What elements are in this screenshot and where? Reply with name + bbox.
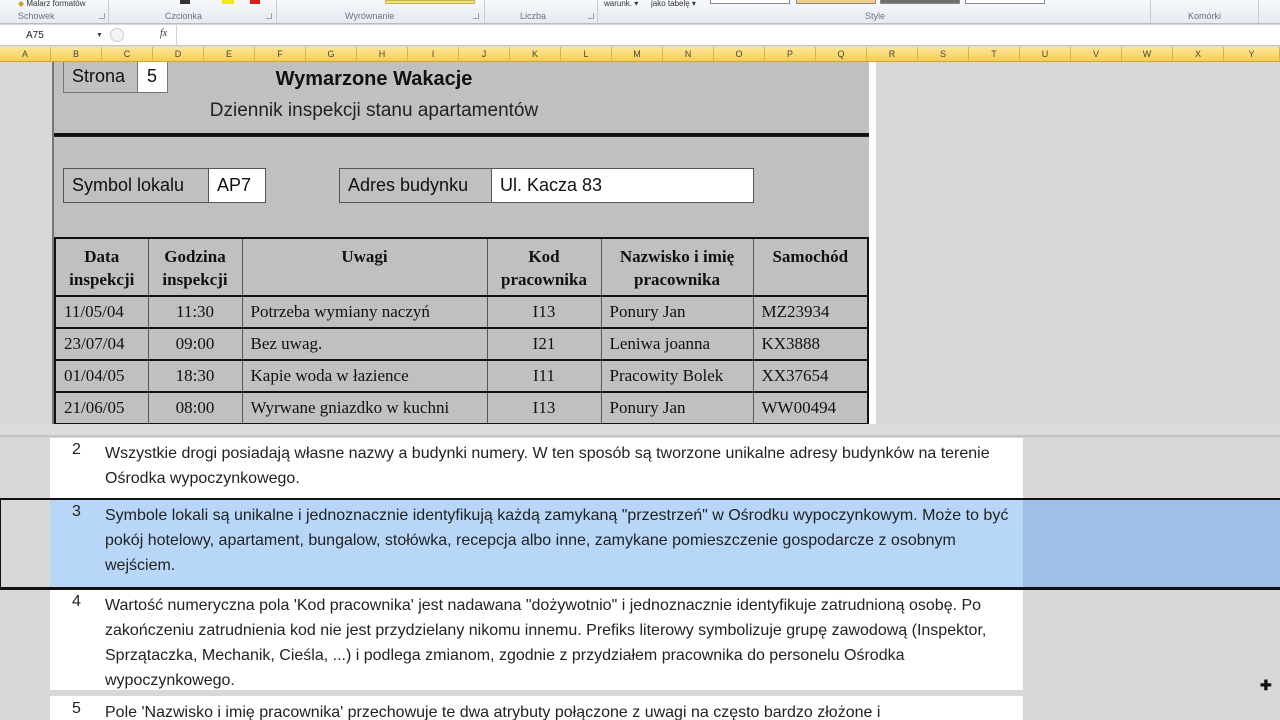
merge-center-button[interactable] xyxy=(385,0,475,4)
note-row-3-selected[interactable] xyxy=(50,500,1023,587)
group-label-number: Liczba xyxy=(520,11,547,21)
col-date: Data inspekcji xyxy=(55,238,148,296)
column-header-n[interactable]: N xyxy=(663,47,714,62)
style-check-cell[interactable] xyxy=(965,0,1045,4)
column-header-x[interactable]: X xyxy=(1173,47,1224,62)
column-header-u[interactable]: U xyxy=(1020,47,1071,62)
group-divider xyxy=(484,0,485,23)
group-label-font: Czcionka xyxy=(165,11,203,21)
style-calculation[interactable] xyxy=(880,0,960,4)
column-header-g[interactable]: G xyxy=(306,47,357,62)
conditional-format-button[interactable]: warunk. ▾ xyxy=(604,0,639,8)
column-header-l[interactable]: L xyxy=(561,47,612,62)
cell-time: 08:00 xyxy=(148,392,242,424)
group-label-clipboard: Schowek xyxy=(18,11,55,21)
table-row xyxy=(55,392,868,424)
cancel-formula-icon[interactable] xyxy=(110,28,124,42)
brush-icon: ◆ xyxy=(18,0,25,8)
cell-time: 18:30 xyxy=(148,360,242,392)
cell-notes: Potrzeba wymiany naczyń xyxy=(242,296,487,328)
page-label: Strona xyxy=(64,62,138,92)
cell-name: Pracowity Bolek xyxy=(601,360,753,392)
column-header-p[interactable]: P xyxy=(765,47,816,62)
table-row xyxy=(55,360,868,392)
inspection-table xyxy=(54,237,869,425)
selection-extension xyxy=(1023,500,1280,587)
page-box xyxy=(63,62,168,93)
address-field xyxy=(339,168,754,203)
column-header-q[interactable]: Q xyxy=(816,47,867,62)
column-header-m[interactable]: M xyxy=(612,47,663,62)
column-header-d[interactable]: D xyxy=(153,47,204,62)
note-number: 3 xyxy=(72,503,81,520)
name-box[interactable]: A75 xyxy=(26,30,44,41)
cell-date: 23/07/04 xyxy=(55,328,148,360)
selection-border xyxy=(0,498,1280,500)
column-header-j[interactable]: J xyxy=(459,47,510,62)
column-header-v[interactable]: V xyxy=(1071,47,1122,62)
col-employee-code: Kod pracownika xyxy=(487,238,601,296)
column-a-area xyxy=(0,438,50,720)
fill-color-icon[interactable] xyxy=(222,0,234,4)
column-header-e[interactable]: E xyxy=(204,47,255,62)
col-notes: Uwagi xyxy=(242,238,487,296)
note-text: Wartość numeryczna pola 'Kod pracownika' jest nadawana "dożywotnio" i jednoznacznie identyfikuje zatrudnioną osobę. Po zakończeniu zatrudnienia kod nie jest przydzielany nikomu innemu. Prefiks literowy symbolizuje grupę zawodową (Inspektor, Sprzątaczka, Mechanik, Cieśla, ...) i podlega zmianom, zgodnie z przydziałem pracownika do personelu Ośrodka wypoczynkowego. xyxy=(105,597,987,689)
alignment-launcher-icon[interactable] xyxy=(473,13,479,19)
column-header-y[interactable]: Y xyxy=(1224,47,1280,62)
page-value: 5 xyxy=(138,62,167,92)
formula-input[interactable] xyxy=(176,25,1280,45)
address-label: Adres budynku xyxy=(340,169,492,202)
cell-car: XX37654 xyxy=(753,360,868,392)
cell-name: Leniwa joanna xyxy=(601,328,753,360)
format-painter-button[interactable]: ◆ Malarz formatów xyxy=(18,0,86,8)
format-as-table-button[interactable]: jako tabelę ▾ xyxy=(651,0,696,8)
insert-function-icon[interactable]: fx xyxy=(160,28,168,39)
col-employee-name: Nazwisko i imię pracownika xyxy=(601,238,753,296)
table-row xyxy=(55,296,868,328)
font-color-icon[interactable] xyxy=(250,0,260,4)
cell-notes: Bez uwag. xyxy=(242,328,487,360)
note-text: Symbole lokali są unikalne i jednoznacznie identyfikują każdą zamykaną "przestrzeń" w Ośrodku wypoczynkowym. Może to być pokój hotelowy, apartament, bungalow, stołówka, recepcja albo inne, zamykane pomieszczenie gospodarcze z osobnym wejściem. xyxy=(105,507,1009,574)
col-time: Godzina inspekcji xyxy=(148,238,242,296)
inspection-form-image[interactable] xyxy=(52,62,869,424)
symbol-value: AP7 xyxy=(209,169,265,202)
col-car: Samochód xyxy=(753,238,868,296)
column-header-r[interactable]: R xyxy=(867,47,918,62)
group-divider xyxy=(1150,0,1151,23)
cell-code: I13 xyxy=(487,296,601,328)
column-header-w[interactable]: W xyxy=(1122,47,1173,62)
cell-name: Ponury Jan xyxy=(601,392,753,424)
note-text: Wszystkie drogi posiadają własne nazwy a budynki numery. W ten sposób są tworzone unikalne adresy budynków na terenie Ośrodka wypoczynkowego. xyxy=(105,445,990,487)
group-divider xyxy=(597,0,598,23)
selection-border xyxy=(0,498,1,588)
chevron-down-icon[interactable]: ▼ xyxy=(96,32,103,39)
group-label-cells: Komórki xyxy=(1188,11,1222,21)
cell-date: 21/06/05 xyxy=(55,392,148,424)
note-row-2[interactable] xyxy=(50,438,1023,498)
cell-code: I13 xyxy=(487,392,601,424)
note-row-4[interactable] xyxy=(50,590,1023,690)
cell-car: WW00494 xyxy=(753,392,868,424)
cell-date: 01/04/05 xyxy=(55,360,148,392)
column-header-c[interactable]: C xyxy=(102,47,153,62)
font-launcher-icon[interactable] xyxy=(266,13,272,19)
group-divider xyxy=(276,0,277,23)
column-header-h[interactable]: H xyxy=(357,47,408,62)
column-header-f[interactable]: F xyxy=(255,47,306,62)
cell-notes: Kapie woda w łazience xyxy=(242,360,487,392)
group-label-alignment: Wyrównanie xyxy=(345,11,395,21)
cell-date: 11/05/04 xyxy=(55,296,148,328)
column-header-t[interactable]: T xyxy=(969,47,1020,62)
column-header-b[interactable]: B xyxy=(51,47,102,62)
table-row xyxy=(55,328,868,360)
clipboard-launcher-icon[interactable] xyxy=(99,13,105,19)
cell-name: Ponury Jan xyxy=(601,296,753,328)
divider xyxy=(54,133,869,137)
border-icon[interactable] xyxy=(180,0,190,4)
group-divider xyxy=(1258,0,1259,23)
number-launcher-icon[interactable] xyxy=(588,13,594,19)
symbol-field xyxy=(63,168,266,203)
image-edge xyxy=(869,62,876,424)
cell-car: MZ23934 xyxy=(753,296,868,328)
symbol-label: Symbol lokalu xyxy=(64,169,209,202)
group-divider xyxy=(108,0,109,23)
note-number: 4 xyxy=(72,593,81,610)
style-normal[interactable] xyxy=(710,0,790,4)
column-header-k[interactable]: K xyxy=(510,47,561,62)
cell-code: I21 xyxy=(487,328,601,360)
cell-car: KX3888 xyxy=(753,328,868,360)
column-header-s[interactable]: S xyxy=(918,47,969,62)
note-text: Pole 'Nazwisko i imię pracownika' przechowuje te dwa atrybuty połączone z uwagi na często bardzo złożone i xyxy=(105,704,881,720)
ribbon xyxy=(0,0,1280,24)
cell-cursor-icon: ✚ xyxy=(1260,677,1272,693)
note-row-5[interactable] xyxy=(50,696,1023,720)
note-number: 5 xyxy=(72,700,81,717)
cell-notes: Wyrwane gniazdko w kuchni xyxy=(242,392,487,424)
note-number: 2 xyxy=(72,441,81,458)
column-header-i[interactable]: I xyxy=(408,47,459,62)
form-subtitle: Dziennik inspekcji stanu apartamentów xyxy=(209,100,539,121)
form-title: Wymarzone Wakacje xyxy=(275,68,473,90)
cell-time: 11:30 xyxy=(148,296,242,328)
address-value: Ul. Kacza 83 xyxy=(492,169,753,202)
column-header-a[interactable]: A xyxy=(0,47,51,62)
column-header-o[interactable]: O xyxy=(714,47,765,62)
column-headers xyxy=(0,47,1280,62)
formula-bar xyxy=(0,25,1280,46)
group-label-styles: Style xyxy=(865,11,886,21)
cell-code: I11 xyxy=(487,360,601,392)
row-gap xyxy=(0,424,1280,437)
cell-time: 09:00 xyxy=(148,328,242,360)
table-header-row xyxy=(55,238,868,296)
style-neutral[interactable] xyxy=(796,0,876,4)
